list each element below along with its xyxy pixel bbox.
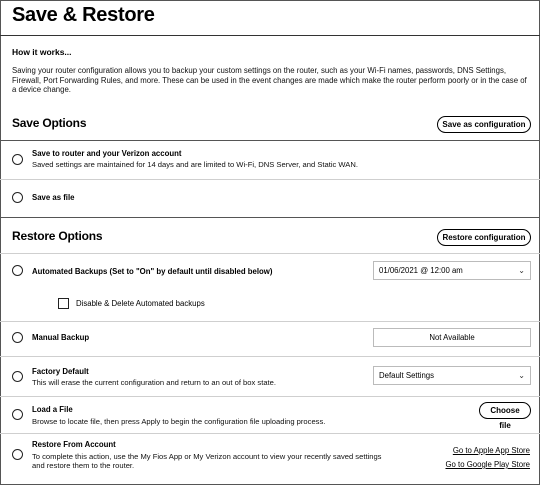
automated-backup-select[interactable] (373, 261, 531, 280)
save-to-router-title: Save to router and your Verizon account (32, 149, 182, 158)
radio-save-as-file[interactable] (12, 192, 23, 203)
save-options-title: Save Options (12, 116, 87, 130)
automated-backup-selected: 01/06/2021 @ 12:00 am (379, 266, 463, 275)
row-divider (0, 179, 540, 180)
radio-load-file[interactable] (12, 409, 23, 420)
manual-backup-value: Not Available (373, 328, 531, 347)
apple-app-store-link[interactable]: Go to Apple App Store (452, 446, 530, 455)
chevron-down-icon: ⌄ (518, 266, 525, 275)
disable-backups-label: Disable & Delete Automated backups (76, 299, 205, 308)
save-as-file-title: Save as file (32, 193, 75, 202)
row-divider (0, 396, 540, 397)
restore-account-desc-line2: and restore them to the router. (32, 461, 135, 470)
how-it-works-title: How it works... (12, 47, 72, 57)
radio-manual-backup[interactable] (12, 332, 23, 343)
row-divider (0, 253, 540, 254)
restore-account-title: Restore From Account (32, 440, 116, 449)
restore-configuration-button[interactable]: Restore configuration (437, 229, 531, 246)
radio-factory-default[interactable] (12, 371, 23, 382)
choose-file-button[interactable]: Choose file (479, 402, 531, 419)
restore-options-title: Restore Options (12, 229, 103, 243)
factory-default-title: Factory Default (32, 367, 89, 376)
manual-backup-title: Manual Backup (32, 333, 90, 342)
page-title: Save & Restore (12, 4, 155, 26)
row-divider (0, 433, 540, 434)
automated-backups-title: Automated Backups (Set to "On" by default until disabled below) (32, 267, 273, 276)
google-play-store-link[interactable]: Go to Google Play Store (445, 460, 530, 469)
factory-default-select[interactable] (373, 366, 531, 385)
save-as-configuration-button[interactable]: Save as configuration (437, 116, 531, 133)
disable-backups-checkbox[interactable] (58, 298, 69, 309)
row-divider (0, 321, 540, 322)
radio-restore-from-account[interactable] (12, 449, 23, 460)
factory-default-desc: This will erase the current configuration and return to an out of box state. (32, 378, 276, 387)
save-to-router-desc: Saved settings are maintained for 14 days and are limited to Wi-Fi, DNS Server, and Static WAN. (32, 160, 358, 169)
factory-default-selected: Default Settings (379, 371, 435, 380)
radio-automated-backups[interactable] (12, 265, 23, 276)
load-file-title: Load a File (32, 405, 73, 414)
chevron-down-icon: ⌄ (518, 371, 525, 380)
section-divider (0, 217, 540, 218)
row-divider (0, 356, 540, 357)
radio-save-to-router[interactable] (12, 154, 23, 165)
load-file-desc: Browse to locate file, then press Apply to begin the configuration file uploading process. (32, 417, 326, 426)
title-divider (0, 35, 540, 36)
restore-account-desc-line1: To complete this action, use the My Fios App or My Verizon account to view your recently saved settings (32, 452, 382, 461)
save-options-divider (0, 140, 540, 141)
how-it-works-text: Saving your router configuration allows you to backup your custom settings on the router, such as your Wi-Fi names, passwords, DNS Settings, Firewall, Port Forwarding Rules, and more. These can be used in the event changes are made which make the router perform poorly or in the case of a device change. (12, 66, 527, 95)
